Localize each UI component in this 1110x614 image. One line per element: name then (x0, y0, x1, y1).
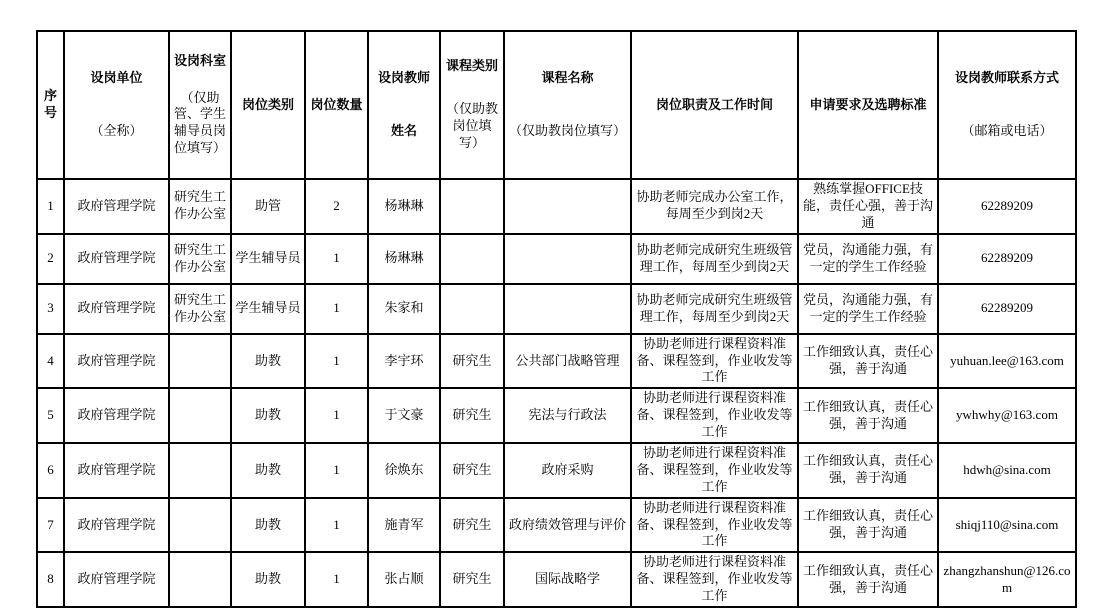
cell-unit (64, 552, 169, 607)
cell-text: 助教 (254, 407, 281, 423)
header-label: 岗位类别 (241, 96, 294, 112)
cell-requirement (798, 498, 938, 553)
cell-course-name (504, 334, 631, 389)
cell-course-type (440, 388, 504, 443)
header-sublabel: （仅助教岗位填写） (445, 100, 498, 150)
cell-text: 政府管理学院 (77, 250, 156, 266)
cell-text: 杨琳琳 (384, 250, 424, 266)
cell-text: 党员，沟通能力强，有一定的学生工作经验 (802, 291, 933, 324)
cell-duty (631, 552, 798, 607)
cell-dept (169, 552, 231, 607)
cell-text: 政府绩效管理与评价 (508, 516, 626, 532)
cell-text: 研究生 (452, 461, 492, 477)
cell-contact (938, 234, 1076, 284)
cell-course-name (504, 179, 631, 234)
cell-duty (631, 498, 798, 553)
cell-dept (169, 179, 231, 234)
header-requirement (798, 31, 938, 179)
table-body (37, 179, 1076, 607)
cell-unit (64, 179, 169, 234)
cell-text: 徐焕东 (384, 461, 424, 477)
cell-post-type (231, 498, 305, 553)
cell-text: 政府采购 (541, 461, 594, 477)
header-row (37, 31, 1076, 179)
cell-requirement (798, 334, 938, 389)
cell-text: 协助老师进行课程资料准备、课程签到，作业收发等工作 (636, 445, 793, 494)
cell-text: 工作细致认真，责任心强，善于沟通 (802, 398, 933, 431)
header-label: 岗位数量 (310, 96, 363, 112)
header-sublabel: 姓名 (390, 123, 417, 139)
header-cell-content (941, 33, 1073, 177)
cell-post-count (305, 552, 368, 607)
cell-text: 助教 (254, 516, 281, 532)
cell-text: 工作细致认真，责任心强，善于沟通 (802, 562, 933, 595)
job-postings-table (36, 30, 1077, 608)
cell-text: 学生辅导员 (235, 250, 301, 266)
cell-text: 1 (333, 571, 340, 587)
cell-duty (631, 334, 798, 389)
cell-text: zhangzhanshun@126.com (943, 562, 1071, 595)
cell-text: 研究生 (452, 352, 492, 368)
cell-text: 协助老师进行课程资料准备、课程签到，作业收发等工作 (636, 499, 793, 549)
cell-text: 研究生 (452, 407, 492, 423)
cell-contact (938, 179, 1076, 234)
cell-text: 政府管理学院 (77, 352, 156, 368)
cell-xuhao (37, 388, 64, 443)
cell-text: 62289209 (981, 250, 1033, 266)
cell-text: 协助老师进行课程资料准备、课程签到，作业收发等工作 (636, 335, 793, 385)
cell-text: 政府管理学院 (77, 300, 156, 316)
cell-text: 5 (47, 407, 54, 423)
header-label: 设岗教师 (377, 69, 430, 85)
cell-text: 2 (333, 197, 340, 213)
cell-post-count (305, 443, 368, 498)
cell-unit (64, 284, 169, 334)
cell-teacher (368, 388, 440, 443)
cell-dept (169, 334, 231, 389)
cell-text: 公共部门战略管理 (515, 352, 620, 368)
cell-post-type (231, 234, 305, 284)
cell-requirement (798, 284, 938, 334)
cell-text: 于文豪 (384, 407, 424, 423)
cell-unit (64, 234, 169, 284)
table-row (37, 284, 1076, 334)
cell-text: 党员，沟通能力强，有一定的学生工作经验 (802, 241, 933, 274)
cell-text: 施青军 (384, 516, 424, 532)
header-sublabel: （仅助教岗位填写） (508, 123, 626, 139)
cell-text: 1 (333, 461, 340, 477)
header-dept (169, 31, 231, 179)
cell-course-type (440, 284, 504, 334)
cell-requirement (798, 234, 938, 284)
cell-duty (631, 179, 798, 234)
cell-teacher (368, 552, 440, 607)
header-post-type (231, 31, 305, 179)
cell-text: 政府管理学院 (77, 197, 156, 213)
cell-course-name (504, 388, 631, 443)
cell-text: 助教 (254, 571, 281, 587)
cell-post-type (231, 443, 305, 498)
header-label: 申请要求及选聘标准 (809, 96, 927, 112)
cell-text: 研究生工作办公室 (173, 189, 226, 222)
table-row (37, 443, 1076, 498)
cell-teacher (368, 234, 440, 284)
cell-text: 研究生 (452, 571, 492, 587)
cell-text: 宪法与行政法 (528, 407, 607, 423)
cell-teacher (368, 443, 440, 498)
cell-contact (938, 498, 1076, 553)
cell-text: 协助老师完成办公室工作，每周至少到岗2天 (636, 189, 793, 222)
cell-contact (938, 443, 1076, 498)
cell-course-name (504, 498, 631, 553)
header-cell-content (40, 33, 61, 177)
cell-teacher (368, 284, 440, 334)
cell-text: 助教 (254, 352, 281, 368)
cell-xuhao (37, 179, 64, 234)
cell-text: 工作细致认真，责任心强，善于沟通 (802, 344, 933, 376)
cell-text: 1 (333, 300, 340, 316)
cell-text: 研究生工作办公室 (173, 241, 226, 274)
cell-text: 1 (333, 407, 340, 423)
cell-dept (169, 443, 231, 498)
cell-xuhao (37, 443, 64, 498)
cell-duty (631, 388, 798, 443)
cell-course-name (504, 234, 631, 284)
header-cell-content (443, 33, 501, 177)
cell-contact (938, 388, 1076, 443)
cell-text: 政府管理学院 (77, 571, 156, 587)
cell-text: 杨琳琳 (384, 197, 424, 213)
header-label: 序号 (43, 88, 57, 120)
cell-requirement (798, 388, 938, 443)
header-cell-content (634, 33, 795, 177)
table-row (37, 498, 1076, 553)
cell-teacher (368, 179, 440, 234)
cell-text: 4 (47, 352, 54, 368)
table-header (37, 31, 1076, 179)
cell-text: 朱家和 (384, 300, 424, 316)
cell-post-type (231, 284, 305, 334)
header-label: 课程类别 (445, 58, 498, 74)
cell-teacher (368, 334, 440, 389)
header-cell-content (801, 33, 935, 177)
header-cell-content (234, 33, 302, 177)
header-cell-content (371, 33, 437, 177)
cell-text: 62289209 (981, 300, 1033, 316)
cell-unit (64, 388, 169, 443)
cell-text: 7 (47, 516, 54, 532)
cell-course-type (440, 498, 504, 553)
header-label: 岗位职责及工作时间 (655, 96, 773, 112)
cell-text: 2 (47, 250, 54, 266)
cell-contact (938, 334, 1076, 389)
cell-text: 3 (47, 300, 54, 316)
cell-course-type (440, 552, 504, 607)
cell-text: 1 (333, 250, 340, 266)
cell-text: 学生辅导员 (235, 300, 301, 316)
header-sublabel: （全称） (90, 123, 143, 139)
cell-xuhao (37, 234, 64, 284)
header-label: 设岗单位 (90, 69, 143, 85)
cell-text: 工作细致认真，责任心强，善于沟通 (802, 508, 933, 541)
header-xuhao (37, 31, 64, 179)
header-unit (64, 31, 169, 179)
cell-unit (64, 498, 169, 553)
cell-duty (631, 443, 798, 498)
header-cell-content (308, 33, 365, 177)
table-row (37, 334, 1076, 389)
header-duty (631, 31, 798, 179)
table-row (37, 388, 1076, 443)
cell-text: 李宇环 (384, 352, 424, 368)
cell-xuhao (37, 498, 64, 553)
cell-requirement (798, 179, 938, 234)
cell-text: 张占顺 (384, 571, 424, 587)
cell-post-count (305, 334, 368, 389)
cell-post-count (305, 498, 368, 553)
cell-text: 国际战略学 (534, 571, 600, 587)
cell-dept (169, 498, 231, 553)
cell-post-count (305, 388, 368, 443)
cell-text: 8 (47, 571, 54, 587)
header-course-name (504, 31, 631, 179)
cell-unit (64, 443, 169, 498)
cell-text: 政府管理学院 (77, 461, 156, 477)
cell-text: 62289209 (981, 197, 1033, 213)
cell-course-type (440, 334, 504, 389)
cell-text: 协助老师进行课程资料准备、课程签到，作业收发等工作 (636, 390, 793, 440)
cell-post-count (305, 179, 368, 234)
cell-text: hdwh@sina.com (963, 461, 1051, 477)
cell-post-count (305, 284, 368, 334)
cell-text: 政府管理学院 (77, 407, 156, 423)
header-post-count (305, 31, 368, 179)
cell-text: 研究生 (452, 516, 492, 532)
cell-text: 1 (47, 197, 54, 213)
cell-text: yuhuan.lee@163.com (950, 352, 1064, 368)
cell-xuhao (37, 334, 64, 389)
header-cell-content (172, 33, 228, 177)
header-label: 设岗教师联系方式 (954, 69, 1059, 85)
cell-post-type (231, 388, 305, 443)
cell-contact (938, 552, 1076, 607)
cell-requirement (798, 552, 938, 607)
cell-text: shiqj110@sina.com (955, 516, 1059, 532)
cell-text: 协助老师完成研究生班级管理工作，每周至少到岗2天 (636, 241, 793, 274)
table-row (37, 234, 1076, 284)
cell-contact (938, 284, 1076, 334)
cell-text: 助教 (254, 461, 281, 477)
header-cell-content (67, 33, 166, 177)
cell-xuhao (37, 284, 64, 334)
table-row (37, 552, 1076, 607)
cell-requirement (798, 443, 938, 498)
cell-course-name (504, 284, 631, 334)
cell-course-type (440, 234, 504, 284)
header-label: 课程名称 (541, 69, 594, 85)
header-label: 设岗科室 (173, 52, 226, 68)
cell-text: 1 (333, 352, 340, 368)
header-teacher (368, 31, 440, 179)
cell-teacher (368, 498, 440, 553)
cell-post-type (231, 334, 305, 389)
cell-post-type (231, 179, 305, 234)
cell-text: 6 (47, 461, 54, 477)
cell-course-type (440, 179, 504, 234)
cell-course-name (504, 443, 631, 498)
cell-xuhao (37, 552, 64, 607)
cell-course-name (504, 552, 631, 607)
header-sublabel: （邮箱或电话） (961, 123, 1053, 139)
header-contact (938, 31, 1076, 179)
cell-text: 研究生工作办公室 (173, 291, 226, 324)
cell-post-count (305, 234, 368, 284)
cell-text: 政府管理学院 (77, 516, 156, 532)
cell-text: 助管 (254, 197, 281, 213)
cell-text: 工作细致认真，责任心强，善于沟通 (802, 453, 933, 486)
header-cell-content (507, 33, 628, 177)
header-sublabel: （仅助管、学生辅导员岗位填写） (173, 89, 226, 156)
cell-text: 1 (333, 516, 340, 532)
cell-dept (169, 388, 231, 443)
cell-post-type (231, 552, 305, 607)
cell-text: ywhwhy@163.com (956, 407, 1058, 423)
cell-text: 协助老师完成研究生班级管理工作，每周至少到岗2天 (636, 291, 793, 324)
cell-duty (631, 284, 798, 334)
cell-duty (631, 234, 798, 284)
cell-dept (169, 234, 231, 284)
cell-text: 协助老师进行课程资料准备、课程签到，作业收发等工作 (636, 554, 793, 604)
cell-unit (64, 334, 169, 389)
cell-dept (169, 284, 231, 334)
cell-text: 熟练掌握OFFICE技能，责任心强，善于沟通 (802, 181, 933, 230)
cell-course-type (440, 443, 504, 498)
table-row (37, 179, 1076, 234)
header-course-type (440, 31, 504, 179)
